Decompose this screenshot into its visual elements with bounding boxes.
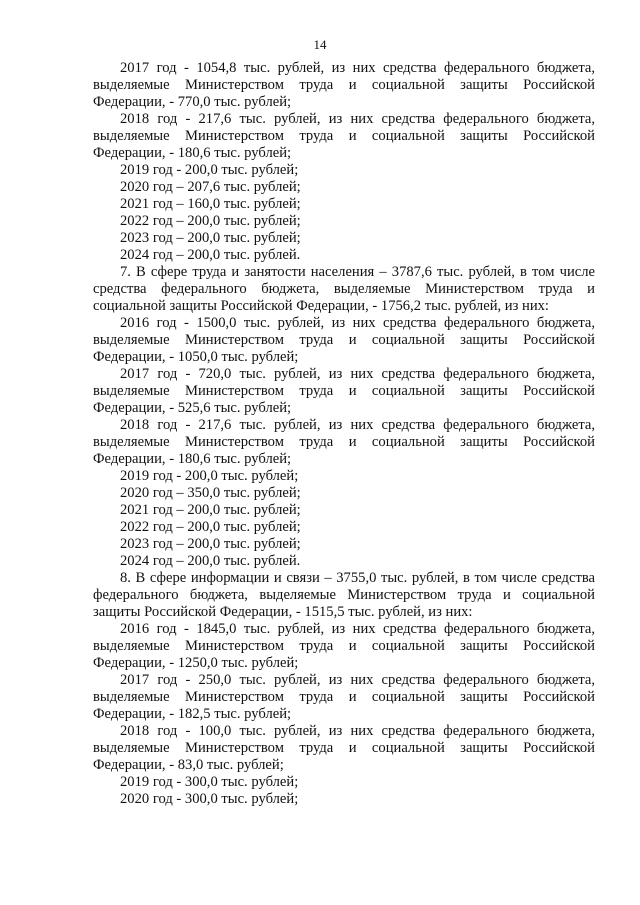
paragraph-2017-information: 2017 год - 250,0 тыс. рублей, из них средства федерального бюджета, выделяемые Министерством труда и социальной защиты Российской Федерации, - 182,5 тыс. рублей; <box>93 672 595 722</box>
paragraph-2018-information: 2018 год - 100,0 тыс. рублей, из них средства федерального бюджета, выделяемые Министерством труда и социальной защиты Российской Федерации, - 83,0 тыс. рублей; <box>93 723 595 773</box>
paragraph-2017-labor: 2017 год - 720,0 тыс. рублей, из них средства федерального бюджета, выделяемые Министерством труда и социальной защиты Российской Федерации, - 525,6 тыс. рублей; <box>93 366 595 416</box>
paragraph-2018-labor: 2018 год - 217,6 тыс. рублей, из них средства федерального бюджета, выделяемые Министерством труда и социальной защиты Российской Федерации, - 180,6 тыс. рублей; <box>93 417 595 467</box>
paragraph-2021-social: 2021 год – 160,0 тыс. рублей; <box>120 196 301 212</box>
paragraph-2024-labor: 2024 год – 200,0 тыс. рублей. <box>120 553 301 569</box>
document-body <box>93 60 595 808</box>
paragraph-2019-labor: 2019 год - 200,0 тыс. рублей; <box>120 468 299 484</box>
paragraph-2016-information: 2016 год - 1845,0 тыс. рублей, из них средства федерального бюджета, выделяемые Министерством труда и социальной защиты Российской Федерации, - 1250,0 тыс. рублей; <box>93 621 595 671</box>
paragraph-2020-social: 2020 год – 207,6 тыс. рублей; <box>120 179 301 195</box>
paragraph-2018-social: 2018 год - 217,6 тыс. рублей, из них средства федерального бюджета, выделяемые Министерством труда и социальной защиты Российской Федерации, - 180,6 тыс. рублей; <box>93 111 595 161</box>
paragraph-2020-labor: 2020 год – 350,0 тыс. рублей; <box>120 485 301 501</box>
paragraph-2022-labor: 2022 год – 200,0 тыс. рублей; <box>120 519 301 535</box>
paragraph-2017-social: 2017 год - 1054,8 тыс. рублей, из них средства федерального бюджета, выделяемые Министерством труда и социальной защиты Российской Федерации, - 770,0 тыс. рублей; <box>93 60 595 110</box>
page-number: 14 <box>313 37 327 52</box>
paragraph-2023-labor: 2023 год – 200,0 тыс. рублей; <box>120 536 301 552</box>
paragraph-2024-social: 2024 год – 200,0 тыс. рублей. <box>120 247 301 263</box>
paragraph-2019-social: 2019 год - 200,0 тыс. рублей; <box>120 162 299 178</box>
paragraph-2020-information: 2020 год - 300,0 тыс. рублей; <box>120 791 299 807</box>
paragraph-2016-labor: 2016 год - 1500,0 тыс. рублей, из них средства федерального бюджета, выделяемые Министерством труда и социальной защиты Российской Федерации, - 1050,0 тыс. рублей; <box>93 315 595 365</box>
section-7-labor-employment: 7. В сфере труда и занятости населения – 3787,6 тыс. рублей, в том числе средства федерального бюджета, выделяемые Министерством труда и социальной защиты Российской Федерации, - 1756,2 тыс. рублей, из них: <box>93 264 595 314</box>
section-8-information-communication: 8. В сфере информации и связи – 3755,0 тыс. рублей, в том числе средства федерального бюджета, выделяемые Министерством труда и социальной защиты Российской Федерации, - 1515,5 тыс. рублей, из них: <box>93 570 595 620</box>
paragraph-2023-social: 2023 год – 200,0 тыс. рублей; <box>120 230 301 246</box>
paragraph-2022-social: 2022 год – 200,0 тыс. рублей; <box>120 213 301 229</box>
paragraph-2019-information: 2019 год - 300,0 тыс. рублей; <box>120 774 299 790</box>
paragraph-2021-labor: 2021 год – 200,0 тыс. рублей; <box>120 502 301 518</box>
